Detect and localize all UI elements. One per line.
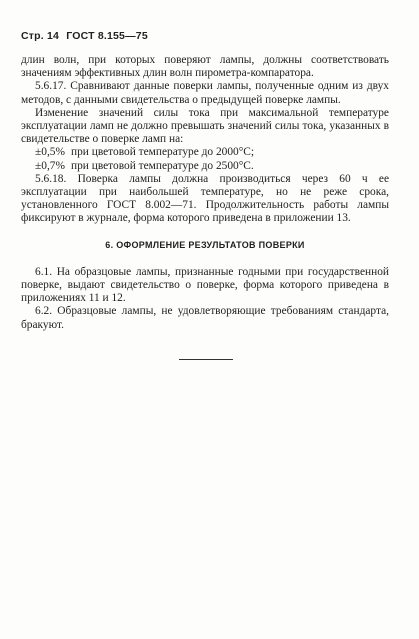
paragraph-6-1: 6.1. На образцовые лампы, признанные годными при государственной поверке, выдают свидетельство о поверке, форма которого приведена в приложениях 11 и 12. xyxy=(21,265,389,305)
paragraph-5-6-18: 5.6.18. Поверка лампы должна производиться через 60 ч ее эксплуатации при наибольшей температуре, но не реже срока, установленного ГОСТ 8.002—71. Продолжительность работы лампы фиксируют в журнале, форма которого приведена в приложении 13. xyxy=(21,172,389,225)
tolerance-text: при цветовой температуре до 2500°C. xyxy=(70,159,254,172)
standard-code: ГОСТ 8.155—75 xyxy=(66,30,148,42)
page-header xyxy=(21,30,148,42)
section-title: 6. ОФОРМЛЕНИЕ РЕЗУЛЬТАТОВ ПОВЕРКИ xyxy=(105,239,305,250)
paragraph-continuation: длин волн, при которых поверяют лампы, должны соответствовать значениям эффективных длин волн пирометра-компаратора. xyxy=(21,54,389,80)
tolerance-item xyxy=(21,160,389,173)
tolerance-text: при цветовой температуре до 2000°C; xyxy=(70,146,255,159)
paragraph-5-6-17: 5.6.17. Сравнивают данные поверки лампы, полученные одним из двух методов, с данными свидетельства о предыдущей поверке лампы. xyxy=(21,80,389,106)
tolerance-value: ±0,7% xyxy=(35,159,65,172)
paragraph-current-change: Изменение значений силы тока при максимальной температуре эксплуатации ламп не должно превышать значений силы тока, указанных в свидетельстве о поверке ламп на: xyxy=(21,106,389,146)
end-divider xyxy=(179,359,233,360)
page-number: Стр. 14 xyxy=(21,30,60,42)
document-body xyxy=(21,54,389,332)
paragraph-6-2: 6.2. Образцовые лампы, не удовлетворяющие требованиям стандарта, бракуют. xyxy=(21,305,389,331)
tolerance-value: ±0,5% xyxy=(35,146,65,159)
tolerance-item xyxy=(21,146,389,159)
